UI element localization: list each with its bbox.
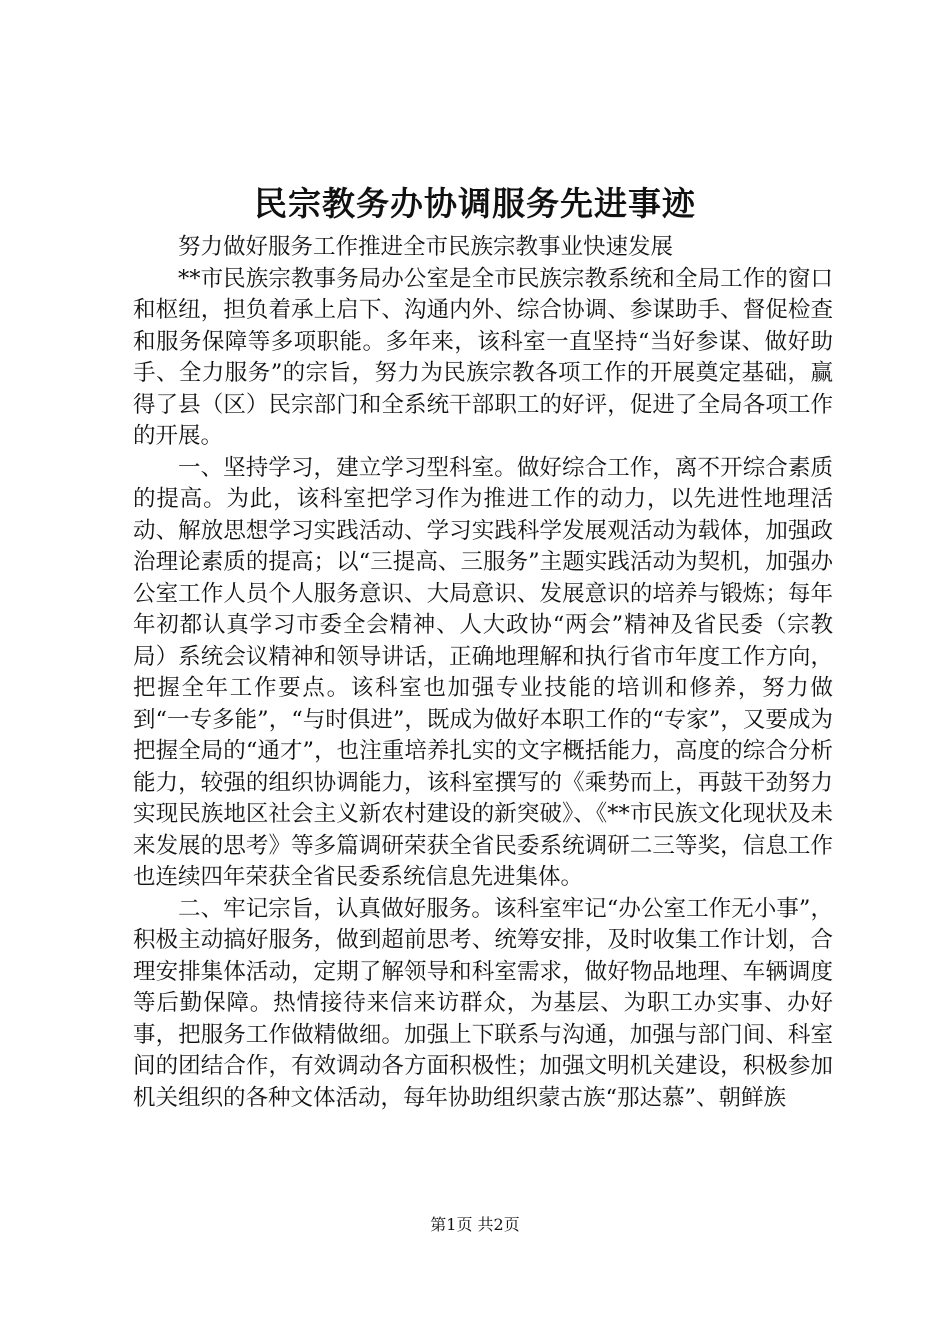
paragraph-section-one: 一、坚持学习，建立学习型科室。做好综合工作，离不开综合素质的提高。为此，该科室把学习作为推进工作的动力，以先进性地理活动、解放思想学习实践活动、学习实践科学发展观活动为载体，加强政治理论素质的提高；以“三提高、三服务”主题实践活动为契机，加强办公室工作人员个人服务意识、大局意识、发展意识的培养与锻炼；每年年初都认真学习市委全会精神、人大政协“两会”精神及省民委（宗教局）系统会议精神和领导讲话，正确地理解和执行省市年度工作方向，把握全年工作要点。该科室也加强专业技能的培训和修养，努力做到“一专多能”，“与时俱进”，既成为做好本职工作的“专家”，又要成为把握全局的“通才”，也注重培养扎实的文字概括能力，高度的综合分析能力，较强的组织协调能力，该科室撰写的《乘势而上，再鼓干劲努力实现民族地区社会主义新农村建设的新突破》、《**市民族文化现状及未来发展的思考》等多篇调研荣获全省民委系统调研二三等奖，信息工作也连续四年荣获全省民委系统信息先进集体。: [133, 454, 833, 890]
page-footer: 第1页 共2页: [430, 1215, 520, 1234]
paragraph-section-two: 二、牢记宗旨，认真做好服务。该科室牢记“办公室工作无小事”，积极主动搞好服务，做到超前思考、统筹安排，及时收集工作计划，合理安排集体活动，定期了解领导和科室需求，做好物品地理、车辆调度等后勤保障。热情接待来信来访群众，为基层、为职工办实事、办好事，把服务工作做精做细。加强上下联系与沟通，加强与部门间、科室间的团结合作，有效调动各方面积极性；加强文明机关建设，积极参加机关组织的各种文体活动，每年协助组织蒙古族“那达慕”、朝鲜族: [133, 895, 833, 1111]
document-subtitle: 努力做好服务工作推进全市民族宗教事业快速发展: [178, 234, 674, 260]
paragraph-intro: **市民族宗教事务局办公室是全市民族宗教系统和全局工作的窗口和枢纽，担负着承上启下、沟通内外、综合协调、参谋助手、督促检查和服务保障等多项职能。多年来，该科室一直坚持“当好参谋、做好助手、全力服务”的宗旨，努力为民族宗教各项工作的开展奠定基础，赢得了县（区）民宗部门和全系统干部职工的好评，促进了全局各项工作的开展。: [133, 265, 833, 449]
document-body: [133, 232, 833, 1114]
document-title: 民宗教务办协调服务先进事迹: [254, 184, 696, 223]
